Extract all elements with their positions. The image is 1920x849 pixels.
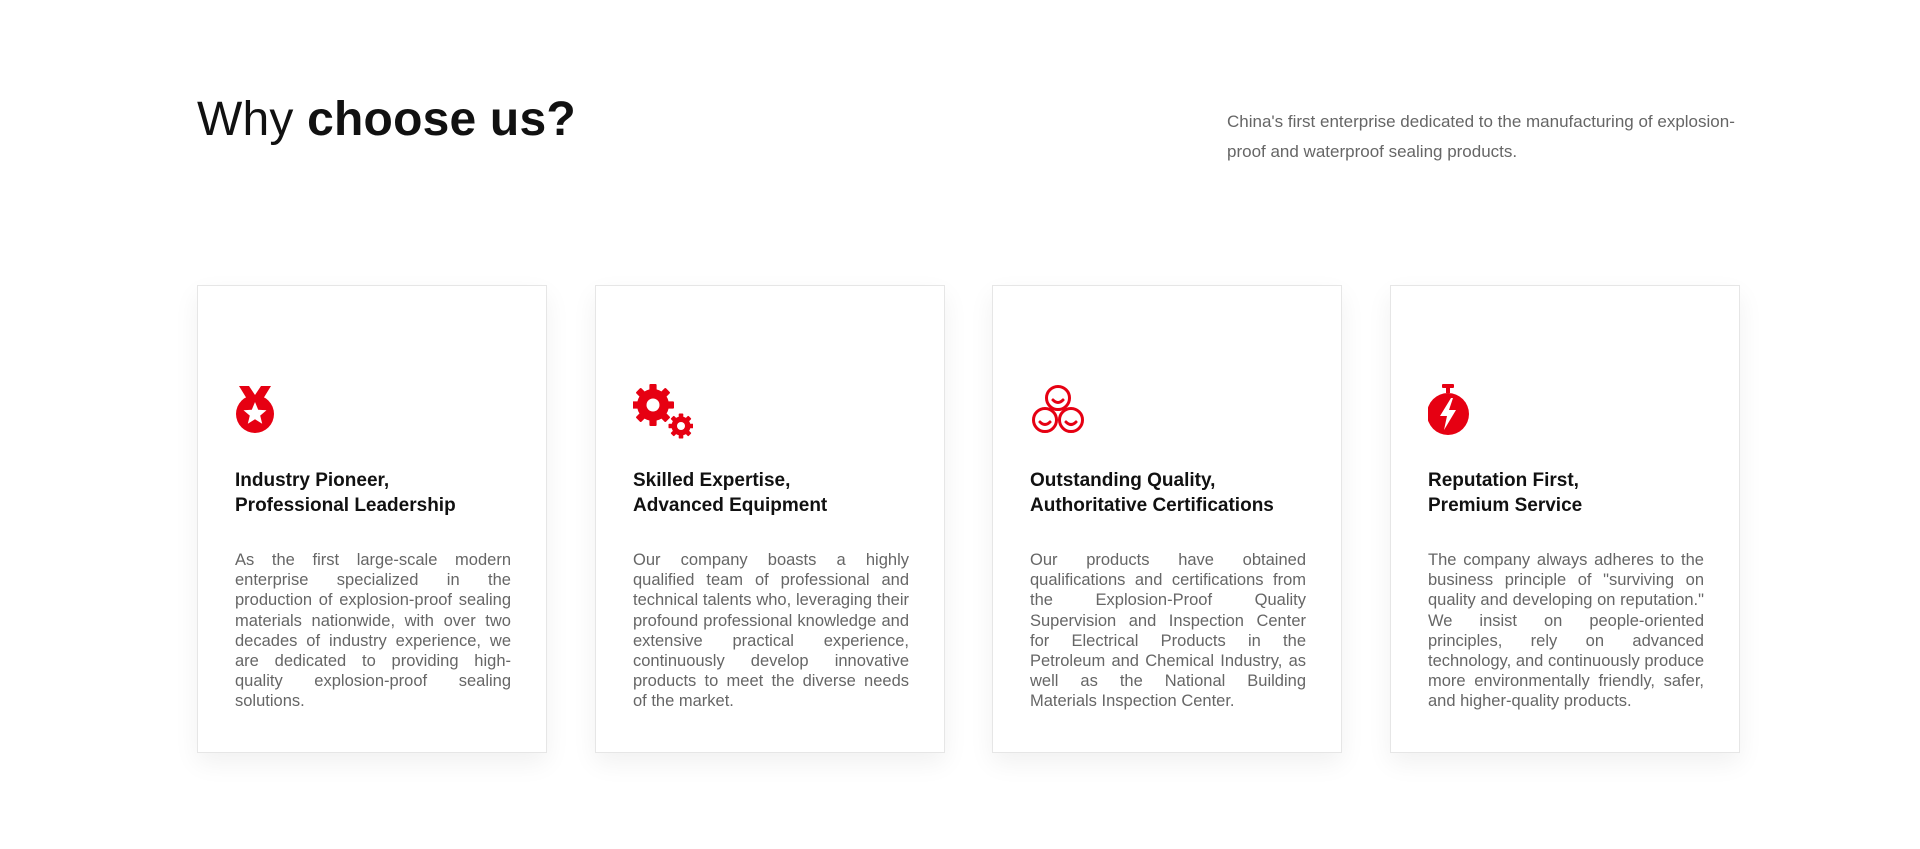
feature-card-reputation-first — [1390, 285, 1740, 753]
card-title-line-2: Authoritative Certifications — [1030, 495, 1274, 516]
card-title-line-2: Professional Leadership — [235, 495, 456, 516]
card-title — [1030, 468, 1320, 518]
card-title-line-1: Reputation First, — [1428, 470, 1579, 491]
card-title-line-2: Advanced Equipment — [633, 495, 828, 516]
medal-icon — [235, 384, 295, 440]
heading-light: Why — [197, 93, 308, 146]
section-intro: China's first enterprise dedicated to the manufacturing of explosion-proof and waterproof sealing products. — [1227, 112, 1735, 161]
feature-card-outstanding-quality — [992, 285, 1342, 753]
card-description: Our products have obtained qualifications and certifications from the Explosion-Proof Quality Supervision and Inspection Center for Electrical Products in the Petroleum and Chemical Industry, as well as the National Building Materials Inspection Center. — [1030, 551, 1306, 711]
heading-bold: choose us? — [307, 93, 576, 146]
feature-card-skilled-expertise — [595, 285, 945, 753]
gears-icon — [633, 384, 693, 440]
feature-card-industry-pioneer — [197, 285, 547, 753]
card-title — [235, 468, 525, 518]
card-title — [1428, 468, 1718, 518]
card-title-line-1: Skilled Expertise, — [633, 470, 791, 491]
team-icon — [1030, 384, 1090, 440]
why-choose-us-section — [197, 0, 1743, 849]
feature-cards — [197, 285, 1743, 755]
stopwatch-lightning-icon — [1428, 384, 1488, 440]
card-title — [633, 468, 923, 518]
card-title-line-2: Premium Service — [1428, 495, 1583, 516]
card-description: Our company boasts a highly qualified team of professional and technical talents who, leveraging their profound professional knowledge and extensive practical experience, continuously develop innovative products to meet the diverse needs of the market. — [633, 551, 909, 711]
section-heading — [197, 92, 576, 148]
card-title-line-1: Industry Pioneer, — [235, 470, 390, 491]
card-description: As the first large-scale modern enterprise specialized in the production of explosion-proof sealing materials nationwide, with over two decades of industry experience, we are dedicated to providing high-quality explosion-proof sealing solutions. — [235, 551, 511, 711]
card-description: The company always adheres to the business principle of "surviving on quality and developing on reputation." We insist on people-oriented principles, rely on advanced technology, and continuously produce more environmentally friendly, safer, and higher-quality products. — [1428, 551, 1704, 711]
card-title-line-1: Outstanding Quality, — [1030, 470, 1216, 491]
